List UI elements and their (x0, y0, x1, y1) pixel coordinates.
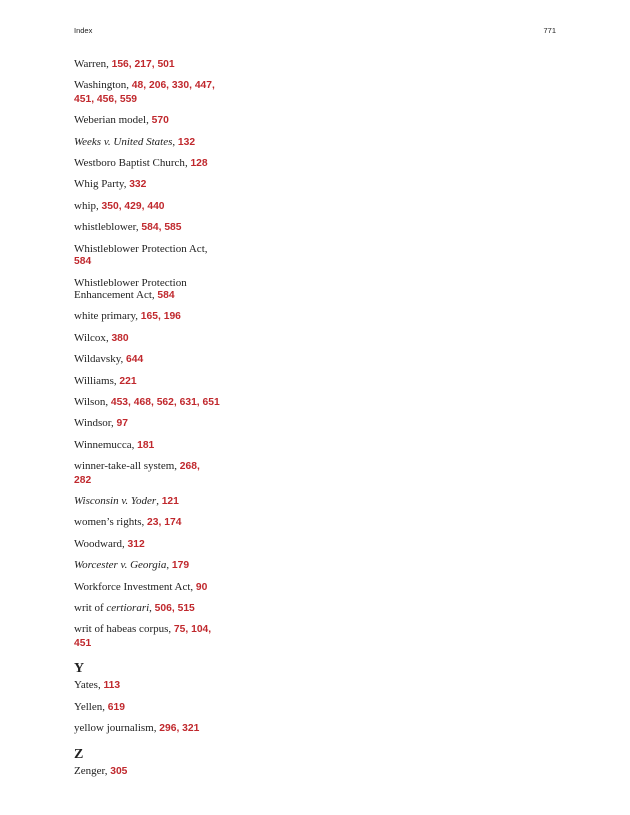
index-term: Weberian model (74, 114, 147, 127)
page-reference-link[interactable]: 584 (74, 256, 92, 268)
index-entry: Whistleblower Protection Act, 584 (74, 242, 208, 268)
index-term: certiorari (106, 601, 150, 614)
index-entry: Wilcox, 380 (74, 331, 129, 344)
index-entry: Windsor, 97 (74, 417, 128, 430)
page-reference-link[interactable]: 559 (119, 93, 138, 105)
index-entry: Workforce Investment Act, 90 (74, 580, 208, 593)
index-term: Whistleblower Protection (74, 276, 187, 289)
page-reference-link[interactable]: 221 (119, 375, 137, 387)
index-entry: Williams, 221 (74, 374, 137, 387)
page-reference-link[interactable]: 562 (156, 396, 174, 408)
index-term: winner-take-all system (74, 460, 175, 473)
page-reference-link[interactable]: 128 (190, 158, 208, 170)
page-reference-link[interactable]: 501 (157, 59, 175, 70)
page-reference-link[interactable]: 570 (151, 115, 169, 127)
page-reference-link[interactable]: 217 (134, 59, 152, 70)
index-term: Whig Party (74, 178, 124, 191)
index-term: Whistleblower Protection Act (74, 242, 205, 255)
index-entry: Winnemucca, 181 (74, 438, 155, 451)
page-reference-link[interactable]: 380 (111, 332, 129, 344)
index-term: writ of habeas corpus (74, 623, 169, 636)
page-reference-link[interactable]: 584 (157, 290, 175, 302)
page-reference-link[interactable]: 440 (147, 200, 165, 212)
page-reference-link[interactable]: 181 (137, 439, 155, 451)
page-reference-link[interactable]: 312 (127, 538, 145, 550)
page-reference-link[interactable]: 468 (133, 396, 151, 408)
index-entry: women’s rights, 23, 174 (74, 516, 182, 529)
index-term: Washington (74, 79, 127, 92)
page-reference-link[interactable]: 584 (141, 222, 159, 234)
letter-heading-z: Z (74, 746, 84, 762)
page-reference-link[interactable]: 156 (111, 59, 129, 70)
page-reference-link[interactable]: 644 (126, 354, 144, 366)
page-reference-link[interactable]: 196 (163, 311, 181, 323)
index-term: yellow journalism (74, 722, 154, 735)
letter-heading-y: Y (74, 661, 85, 677)
index-term: Wilson (74, 395, 106, 408)
running-head-section: Index (74, 26, 93, 35)
page-reference-link[interactable]: 321 (182, 723, 200, 735)
page-reference-link[interactable]: 132 (177, 136, 196, 148)
index-entry: Woodward, 312 (74, 537, 145, 550)
index-entry: writ of habeas corpus, 75, 104, 451 (74, 623, 212, 649)
index-entry: Wildavsky, 644 (74, 353, 144, 366)
index-entry: Washington, 48, 206, 330, 447, 451, 456, 559 (74, 79, 215, 105)
page-reference-link[interactable]: 296 (159, 723, 177, 735)
page-reference-link[interactable]: 330 (171, 80, 190, 92)
index-term: Wildavsky (74, 353, 121, 366)
index-entry: Weberian model, 570 (74, 114, 169, 127)
index-entry: winner-take-all system, 268, 282 (74, 460, 200, 486)
page-reference-link[interactable]: 651 (202, 396, 220, 408)
index-term: whip (74, 199, 96, 212)
page-reference-link[interactable]: 48 (131, 80, 144, 92)
page-reference-link[interactable]: 585 (164, 222, 182, 234)
page-reference-link[interactable]: 282 (74, 474, 92, 486)
index-term: Williams (74, 374, 114, 387)
page-reference-link[interactable]: 619 (107, 701, 125, 713)
page-reference-link[interactable]: 332 (129, 179, 147, 191)
index-entry: Yellen, 619 (74, 700, 125, 713)
index-term: Windsor (74, 417, 112, 430)
index-entry: Whistleblower Protection Enhancement Act, 584 (74, 276, 187, 302)
index-term: whistleblower (74, 221, 136, 234)
page-reference-link[interactable]: 515 (177, 602, 195, 614)
page-reference-link[interactable]: 90 (195, 581, 208, 593)
index-term: Winnemucca (74, 438, 132, 451)
index-term: Worcester v. Georgia (74, 559, 167, 572)
index-entry: whistleblower, 584, 585 (74, 221, 182, 234)
index-entry: Worcester v. Georgia, 179 (74, 559, 190, 572)
index-term: Warren (74, 58, 107, 70)
page-reference-link[interactable]: 174 (164, 517, 182, 529)
index-entry: Zenger, 305 (74, 764, 128, 777)
page-reference-link[interactable]: 179 (171, 560, 190, 572)
index-entry: Westboro Baptist Church, 128 (74, 157, 208, 170)
page-reference-link[interactable]: 453 (110, 396, 129, 408)
index-term: Weeks v. United States (74, 135, 173, 148)
index-term: Wilcox (74, 331, 106, 344)
page-reference-link[interactable]: 456 (96, 93, 115, 105)
page-reference-link[interactable]: 113 (103, 680, 121, 692)
index-term: Enhancement Act (74, 289, 152, 302)
index-term: writ of (74, 601, 107, 614)
index-term: Yellen (74, 700, 103, 713)
page-reference-link[interactable]: 506 (154, 602, 172, 614)
index-term: white primary (74, 310, 136, 323)
page-reference-link[interactable]: 268 (179, 461, 197, 473)
index-entry: writ of certiorari, 506, 515 (74, 601, 195, 614)
page-reference-link[interactable]: 23 (147, 517, 159, 529)
page-reference-link[interactable]: 451 (74, 93, 92, 105)
page-reference-link[interactable]: 97 (116, 418, 128, 430)
page-reference-link[interactable]: 350 (101, 200, 119, 212)
index-entry: Yates, 113 (74, 679, 121, 692)
page-reference-link[interactable]: 206 (148, 80, 167, 92)
running-head-page-number: 771 (543, 26, 556, 35)
index-entry: yellow journalism, 296, 321 (74, 722, 200, 735)
index-entry: white primary, 165, 196 (74, 310, 181, 323)
index-entry: Wilson, 453, 468, 562, 631, 651 (74, 395, 220, 408)
page-reference-link[interactable]: 121 (161, 496, 179, 508)
index-entry: Weeks v. United States, 132 (74, 135, 196, 148)
page-reference-link[interactable]: 631 (179, 396, 197, 408)
index-term: Wisconsin v. Yoder (74, 495, 157, 508)
index-list (74, 58, 234, 786)
page-reference-link[interactable]: 165 (140, 311, 158, 323)
index-term: Workforce Investment Act (74, 580, 191, 593)
index-entry: Warren, 156, 217, 501 (74, 58, 175, 70)
page-reference-link[interactable]: 447 (194, 80, 213, 92)
page-reference-link[interactable]: 451 (74, 637, 92, 649)
index-term: Woodward (74, 537, 122, 550)
index-term: Westboro Baptist Church (74, 157, 185, 170)
page-reference-link[interactable]: 75 (173, 624, 186, 636)
page-reference-link[interactable]: 429 (124, 200, 142, 212)
index-entry: whip, 350, 429, 440 (74, 199, 165, 212)
page-reference-link[interactable]: 305 (110, 765, 128, 777)
index-entry: Wisconsin v. Yoder, 121 (74, 495, 179, 508)
index-term: women’s rights (74, 516, 142, 529)
index-term: Zenger (74, 764, 105, 777)
page-reference-link[interactable]: 104 (191, 624, 209, 636)
index-entry: Whig Party, 332 (74, 178, 147, 191)
index-term: Yates (74, 679, 98, 692)
